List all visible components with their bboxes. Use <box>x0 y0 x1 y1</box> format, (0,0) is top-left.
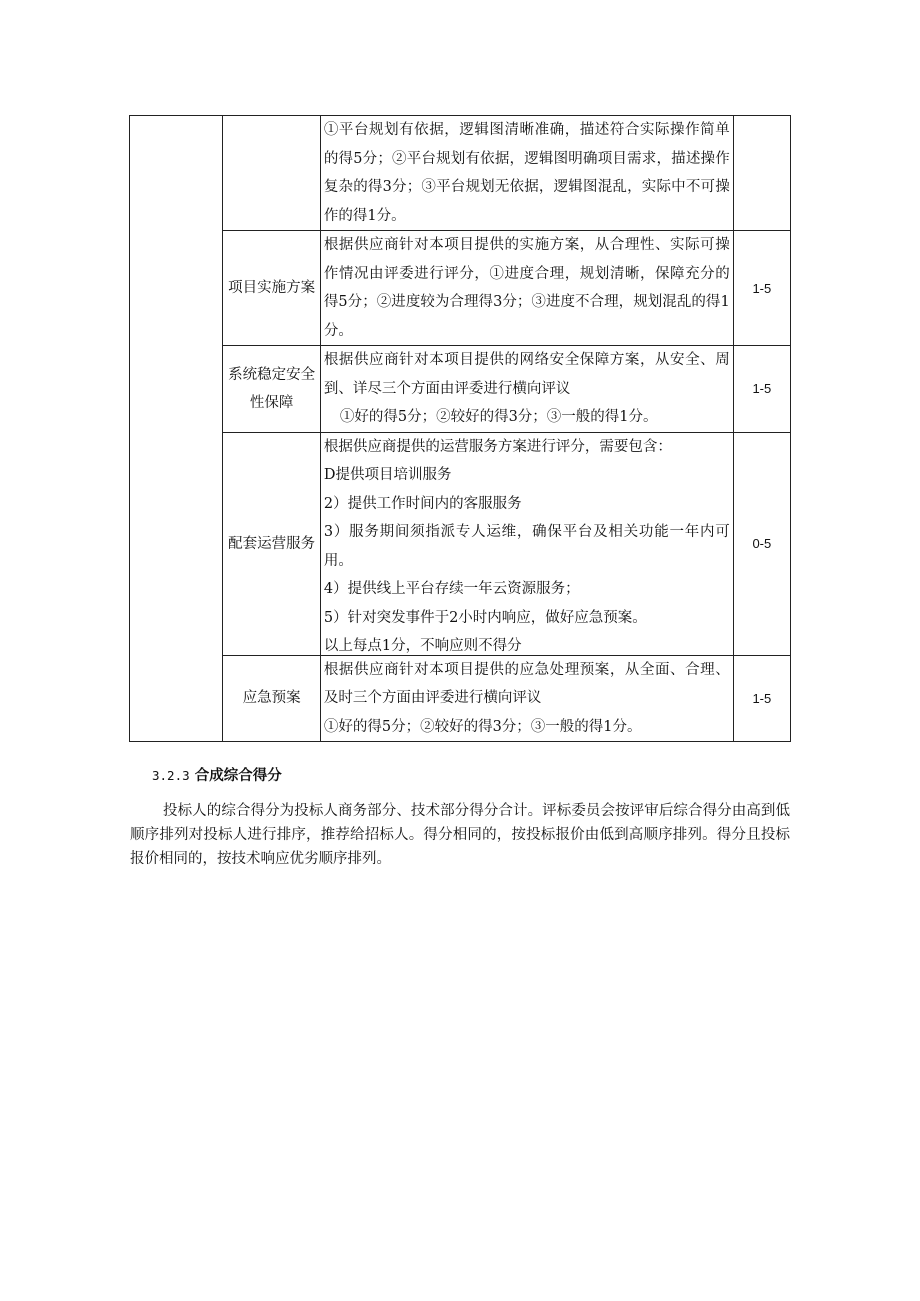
criteria-line: 5）针对突发事件于2小时内响应，做好应急预案。 <box>323 609 647 626</box>
table-row <box>130 432 791 655</box>
item-name-cell: 项目实施方案 <box>223 231 320 346</box>
criteria-line: 4）提供线上平台存续一年云资源服务； <box>323 581 580 597</box>
criteria-line: 2）提供工作时间内的客服服务 <box>323 495 522 512</box>
table-row <box>130 116 791 231</box>
section-title: 合成综合得分 <box>194 768 282 784</box>
criteria-line: 根据供应商提供的运营服务方案进行评分，需要包含： <box>323 438 672 455</box>
criteria-line: D提供项目培训服务 <box>323 467 452 483</box>
section-paragraph: 投标人的综合得分为投标人商务部分、技术部分得分合计。评标委员会按评审后综合得分由高到低顺序排列对投标人进行排序，推荐给招标人。得分相同的，按投标报价由低到高顺序排列。得分且投标报价相同的，按技术响应优劣顺序排列。 <box>130 803 790 867</box>
table-row <box>130 231 791 346</box>
score-range-cell: 0-5 <box>733 432 790 655</box>
criteria-cell <box>320 346 733 433</box>
section-number: 3.2.3 <box>152 768 190 783</box>
item-name-cell <box>223 116 320 231</box>
criteria-line: 以上每点1分，不响应则不得分 <box>323 638 522 654</box>
criteria-cell <box>320 231 733 346</box>
criteria-cell <box>320 116 733 231</box>
table-row <box>130 346 791 433</box>
criteria-line: 3）服务期间须指派专人运维，确保平台及相关功能一年内可用。 <box>323 524 730 569</box>
criteria-line: 根据供应商针对本项目提供的网络安全保障方案，从安全、周到、详尽三个方面由评委进行横向评议 <box>323 352 730 397</box>
score-range-cell <box>733 116 790 231</box>
category-cell <box>130 116 223 742</box>
scoring-table <box>129 115 791 742</box>
item-name-cell: 配套运营服务 <box>223 432 320 655</box>
table-row <box>130 655 791 742</box>
section-heading <box>152 764 282 785</box>
score-range-cell: 1-5 <box>733 655 790 742</box>
criteria-clip <box>324 433 730 655</box>
criteria-cell <box>320 432 733 655</box>
score-range-cell: 1-5 <box>733 231 790 346</box>
criteria-line: 根据供应商针对本项目提供的应急处理预案，从全面、合理、及时三个方面由评委进行横向评议 <box>323 661 730 706</box>
item-name-cell: 系统稳定安全性保障 <box>223 346 320 433</box>
criteria-line: ①好的得5分；②较好的得3分；③一般的得1分。 <box>339 409 658 425</box>
criteria-line: ①好的得5分；②较好的得3分；③一般的得1分。 <box>323 718 642 735</box>
criteria-line: ①平台规划有依据，逻辑图清晰准确，描述符合实际操作简单的得5分；②平台规划有依据，逻辑图明确项目需求，描述操作复杂的得3分；③平台规划无依据，逻辑图混乱，实际中不可操作的得1分。 <box>323 122 730 224</box>
criteria-line: 根据供应商针对本项目提供的实施方案，从合理性、实际可操作情况由评委进行评分，①进度合理，规划清晰，保障充分的得5分；②进度较为合理得3分；③进度不合理，规划混乱的得1分。 <box>323 237 730 339</box>
item-name-cell: 应急预案 <box>223 655 320 742</box>
criteria-cell <box>320 655 733 742</box>
score-range-cell: 1-5 <box>733 346 790 433</box>
